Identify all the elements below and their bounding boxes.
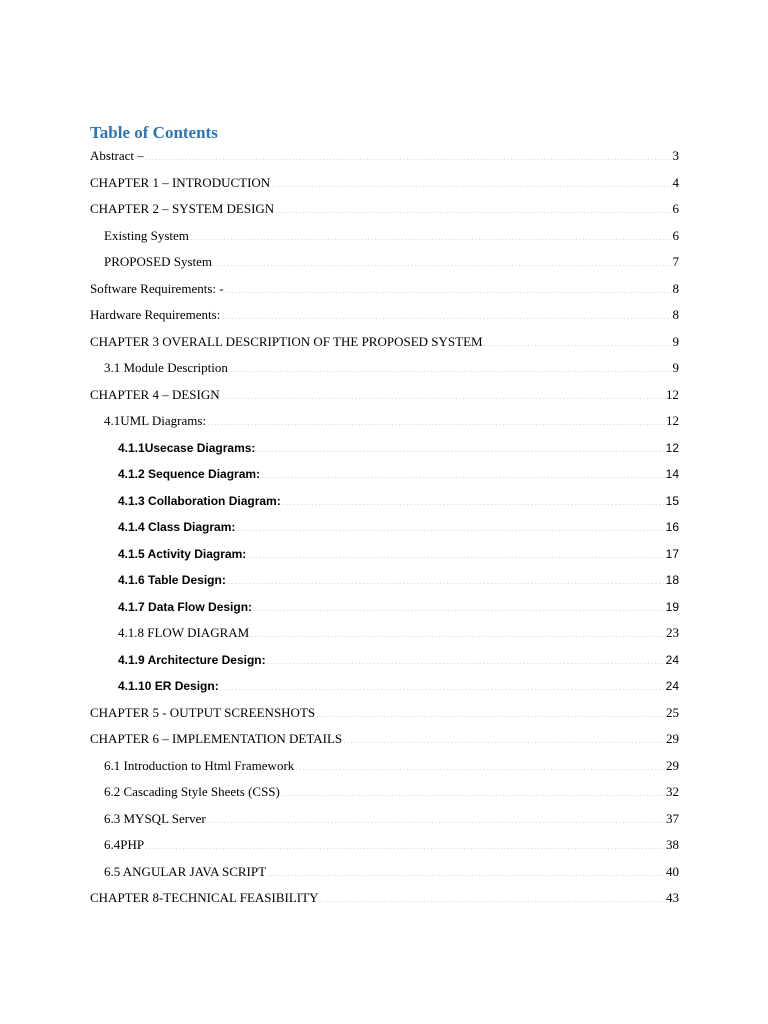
toc-entry-label: 4.1.8 FLOW DIAGRAM <box>118 625 250 640</box>
toc-entry-angular-javascript[interactable] <box>104 863 679 881</box>
dot-leader <box>261 466 665 478</box>
toc-entry-page: 16 <box>665 520 679 534</box>
toc-entry-class-diagram[interactable] <box>118 518 679 536</box>
dot-leader <box>271 175 671 187</box>
dot-leader <box>236 519 664 531</box>
toc-entry-label: CHAPTER 2 – SYSTEM DESIGN <box>90 201 275 216</box>
toc-entry-label: 4.1.3 Collaboration Diagram: <box>118 494 281 508</box>
toc-entry-page: 8 <box>672 281 679 296</box>
dot-leader <box>281 784 665 796</box>
toc-entry-page: 8 <box>672 307 679 322</box>
dot-leader <box>145 148 672 160</box>
toc-entry-label: 4.1.5 Activity Diagram: <box>118 547 247 561</box>
toc-entry-label: Software Requirements: - <box>90 281 224 296</box>
dot-leader <box>253 599 665 611</box>
dot-leader <box>221 387 665 399</box>
toc-entry-label: PROPOSED System <box>104 254 212 269</box>
toc-entry-chapter-5[interactable] <box>90 704 679 722</box>
toc-entry-page: 24 <box>665 679 679 693</box>
dot-leader <box>190 228 672 240</box>
toc-entry-chapter-3[interactable] <box>90 333 679 351</box>
dot-leader <box>316 705 665 717</box>
dot-leader <box>207 413 665 425</box>
dot-leader <box>221 307 671 319</box>
dot-leader <box>295 758 665 770</box>
toc-entry-html-framework[interactable] <box>104 757 679 775</box>
toc-entry-label: 6.2 Cascading Style Sheets (CSS) <box>104 784 280 799</box>
toc-entry-er-design[interactable] <box>118 677 679 695</box>
toc-entry-page: 9 <box>672 360 679 375</box>
toc-entry-label: CHAPTER 3 OVERALL DESCRIPTION OF THE PROPOSED SYSTEM <box>90 334 483 349</box>
dot-leader <box>247 546 664 558</box>
toc-entry-page: 15 <box>665 494 679 508</box>
toc-entry-proposed-system[interactable] <box>104 253 679 271</box>
toc-entry-label: 4.1UML Diagrams: <box>104 413 207 428</box>
toc-entry-label: CHAPTER 1 – INTRODUCTION <box>90 175 271 190</box>
toc-entry-label: CHAPTER 6 – IMPLEMENTATION DETAILS <box>90 731 343 746</box>
toc-entry-label: 4.1.6 Table Design: <box>118 573 226 587</box>
toc-entry-page: 6 <box>672 201 679 216</box>
toc-entry-page: 12 <box>666 413 679 428</box>
dot-leader <box>343 731 665 743</box>
dot-leader <box>267 864 665 876</box>
toc-entry-label: 6.5 ANGULAR JAVA SCRIPT <box>104 864 267 879</box>
toc-entry-page: 18 <box>665 573 679 587</box>
toc-entry-css[interactable] <box>104 783 679 801</box>
toc-entry-existing-system[interactable] <box>104 227 679 245</box>
toc-entry-activity-diagram[interactable] <box>118 545 679 563</box>
toc-entry-php[interactable] <box>104 836 679 854</box>
toc-entry-page: 40 <box>666 864 679 879</box>
toc-entry-abstract[interactable] <box>90 147 679 165</box>
dot-leader <box>319 890 665 902</box>
toc-entry-flow-diagram[interactable] <box>118 624 679 642</box>
toc-entry-page: 29 <box>666 758 679 773</box>
toc-entry-label: Hardware Requirements: <box>90 307 221 322</box>
dot-leader <box>207 811 665 823</box>
dot-leader <box>227 572 665 584</box>
toc-entry-page: 12 <box>665 441 679 455</box>
toc-entry-label: 4.1.9 Architecture Design: <box>118 653 266 667</box>
dot-leader <box>145 837 665 849</box>
toc-entry-label: 4.1.10 ER Design: <box>118 679 219 693</box>
dot-leader <box>229 360 672 372</box>
toc-entry-page: 32 <box>666 784 679 799</box>
toc-entry-page: 19 <box>665 600 679 614</box>
toc-entry-label: 4.1.4 Class Diagram: <box>118 520 236 534</box>
toc-entry-label: 6.4PHP <box>104 837 145 852</box>
toc-entry-label: 6.3 MYSQL Server <box>104 811 206 826</box>
toc-entry-page: 7 <box>672 254 679 269</box>
toc-entry-page: 3 <box>672 148 679 163</box>
toc-entry-page: 12 <box>666 387 679 402</box>
toc-entry-page: 43 <box>666 890 679 905</box>
toc-entry-page: 14 <box>665 467 679 481</box>
toc-entry-collaboration-diagram[interactable] <box>118 492 679 510</box>
toc-entry-page: 17 <box>665 547 679 561</box>
toc-entry-label: Abstract – <box>90 148 144 163</box>
toc-entry-label: 3.1 Module Description <box>104 360 228 375</box>
dot-leader <box>213 254 672 266</box>
toc-entry-chapter-1[interactable] <box>90 174 679 192</box>
toc-entry-label: CHAPTER 4 – DESIGN <box>90 387 220 402</box>
toc-entry-label: 6.1 Introduction to Html Framework <box>104 758 295 773</box>
toc-entry-label: 4.1.1Usecase Diagrams: <box>118 441 256 455</box>
toc-entry-chapter-8[interactable] <box>90 889 679 907</box>
dot-leader <box>256 440 664 452</box>
toc-entry-page: 24 <box>665 653 679 667</box>
dot-leader <box>484 334 672 346</box>
toc-entry-hardware-requirements[interactable] <box>90 306 679 324</box>
dot-leader <box>220 678 665 690</box>
toc-entry-chapter-4[interactable] <box>90 386 679 404</box>
dot-leader <box>250 625 665 637</box>
toc-entry-page: 25 <box>666 705 679 720</box>
toc-entry-architecture-design[interactable] <box>118 651 679 669</box>
toc-entry-data-flow-design[interactable] <box>118 598 679 616</box>
toc-entry-label: 4.1.2 Sequence Diagram: <box>118 467 261 481</box>
dot-leader <box>225 281 672 293</box>
toc-entry-table-design[interactable] <box>118 571 679 589</box>
toc-entry-label: Existing System <box>104 228 189 243</box>
toc-entry-page: 9 <box>672 334 679 349</box>
toc-entry-page: 23 <box>666 625 679 640</box>
toc-entry-label: CHAPTER 5 - OUTPUT SCREENSHOTS <box>90 705 316 720</box>
toc-entry-uml-diagrams[interactable] <box>104 412 679 430</box>
toc-entry-page: 4 <box>672 175 679 190</box>
toc-entry-chapter-2[interactable] <box>90 200 679 218</box>
toc-entry-label: CHAPTER 8-TECHNICAL FEASIBILITY <box>90 890 319 905</box>
toc-entry-usecase-diagrams[interactable] <box>118 439 679 457</box>
toc-entry-page: 37 <box>666 811 679 826</box>
toc-entry-page: 6 <box>672 228 679 243</box>
toc-entry-software-requirements[interactable] <box>90 280 679 298</box>
toc-entry-chapter-6[interactable] <box>90 730 679 748</box>
dot-leader <box>282 493 665 505</box>
toc-entry-sequence-diagram[interactable] <box>118 465 679 483</box>
toc-title: Table of Contents <box>90 123 218 142</box>
dot-leader <box>275 201 671 213</box>
toc-entry-mysql-server[interactable] <box>104 810 679 828</box>
dot-leader <box>267 652 665 664</box>
toc-entry-module-description[interactable] <box>104 359 679 377</box>
toc-entry-page: 38 <box>666 837 679 852</box>
toc-entry-page: 29 <box>666 731 679 746</box>
toc-entry-label: 4.1.7 Data Flow Design: <box>118 600 253 614</box>
